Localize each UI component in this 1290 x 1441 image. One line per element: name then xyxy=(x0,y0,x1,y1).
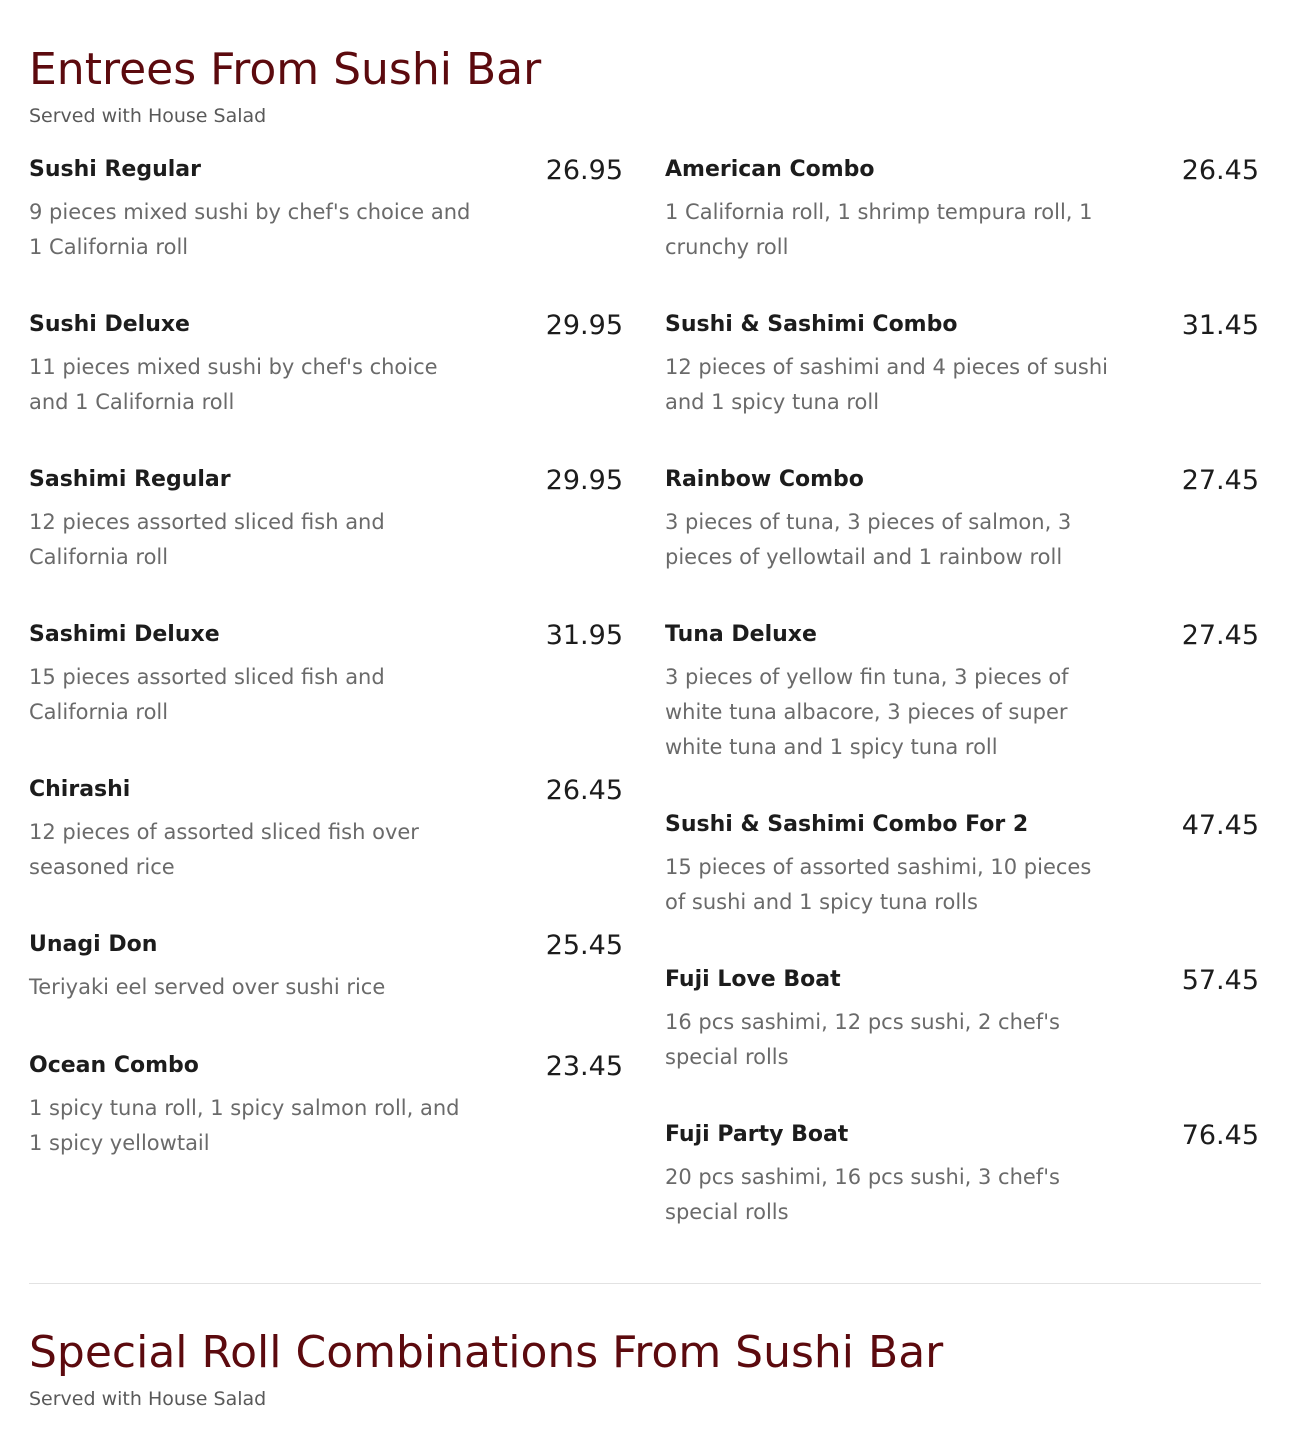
menu-item-price: 31.95 xyxy=(545,620,623,651)
menu-item-description: 11 pieces mixed sushi by chef's choice and 1 California roll xyxy=(29,355,438,414)
menu-item-name: Unagi Don xyxy=(29,932,158,957)
menu-item-description: 15 pieces of assorted sashimi, 10 pieces of sushi and 1 spicy tuna rolls xyxy=(665,855,1092,914)
menu-item-price: 26.95 xyxy=(545,155,623,186)
menu-item-price: 25.45 xyxy=(545,930,623,961)
menu-item-name: Sashimi Regular xyxy=(29,467,231,492)
menu-item-price: 29.95 xyxy=(545,310,623,341)
menu-item-name: Chirashi xyxy=(29,777,131,802)
menu-item-name: Ocean Combo xyxy=(29,1053,199,1078)
section-title-special-rolls: Special Roll Combinations From Sushi Bar xyxy=(29,1327,944,1378)
menu-item-name: Sushi & Sashimi Combo xyxy=(665,312,958,337)
menu-item-price: 26.45 xyxy=(1181,155,1259,186)
section-title-entrees: Entrees From Sushi Bar xyxy=(29,44,542,95)
menu-item-price: 27.45 xyxy=(1181,620,1259,651)
menu-item-description: 3 pieces of tuna, 3 pieces of salmon, 3 pieces of yellowtail and 1 rainbow roll xyxy=(665,510,1072,569)
menu-item-description: 15 pieces assorted sliced fish and California roll xyxy=(29,665,385,724)
menu-item-price: 29.95 xyxy=(545,465,623,496)
section-divider xyxy=(29,1283,1261,1284)
section-subtitle-special-rolls: Served with House Salad xyxy=(29,1388,267,1410)
menu-item-name: Sashimi Deluxe xyxy=(29,622,220,647)
menu-item-description: 12 pieces of sashimi and 4 pieces of sushi and 1 spicy tuna roll xyxy=(665,355,1108,414)
menu-item-description: 1 California roll, 1 shrimp tempura roll, 1 crunchy roll xyxy=(665,200,1093,259)
menu-item-name: Fuji Party Boat xyxy=(665,1122,849,1147)
menu-item-name: Tuna Deluxe xyxy=(665,622,817,647)
menu-item-name: Sushi Regular xyxy=(29,157,201,182)
menu-item-price: 47.45 xyxy=(1181,810,1259,841)
menu-item-name: Sushi & Sashimi Combo For 2 xyxy=(665,812,1029,837)
section-subtitle-entrees: Served with House Salad xyxy=(29,105,267,127)
menu-item-price: 27.45 xyxy=(1181,465,1259,496)
menu-item-description: 1 spicy tuna roll, 1 spicy salmon roll, and 1 spicy yellowtail xyxy=(29,1096,460,1155)
menu-item-description: 16 pcs sashimi, 12 pcs sushi, 2 chef's special rolls xyxy=(665,1010,1060,1069)
menu-item-description: 9 pieces mixed sushi by chef's choice and 1 California roll xyxy=(29,200,471,259)
menu-item-price: 23.45 xyxy=(545,1051,623,1082)
menu-item-price: 57.45 xyxy=(1181,965,1259,996)
menu-item-description: 12 pieces assorted sliced fish and California roll xyxy=(29,510,385,569)
menu-item-name: Fuji Love Boat xyxy=(665,967,841,992)
menu-item-description: Teriyaki eel served over sushi rice xyxy=(29,975,386,999)
menu-item-price: 26.45 xyxy=(545,775,623,806)
menu-item-price: 76.45 xyxy=(1181,1120,1259,1151)
menu-item-description: 12 pieces of assorted sliced fish over seasoned rice xyxy=(29,820,419,879)
menu-item-name: Sushi Deluxe xyxy=(29,312,190,337)
menu-item-price: 31.45 xyxy=(1181,310,1259,341)
menu-item-name: Rainbow Combo xyxy=(665,467,864,492)
menu-item-description: 3 pieces of yellow fin tuna, 3 pieces of white tuna albacore, 3 pieces of super white tuna and 1 spicy tuna roll xyxy=(665,665,1069,759)
menu-item-description: 20 pcs sashimi, 16 pcs sushi, 3 chef's special rolls xyxy=(665,1165,1060,1224)
menu-item-name: American Combo xyxy=(665,157,875,182)
